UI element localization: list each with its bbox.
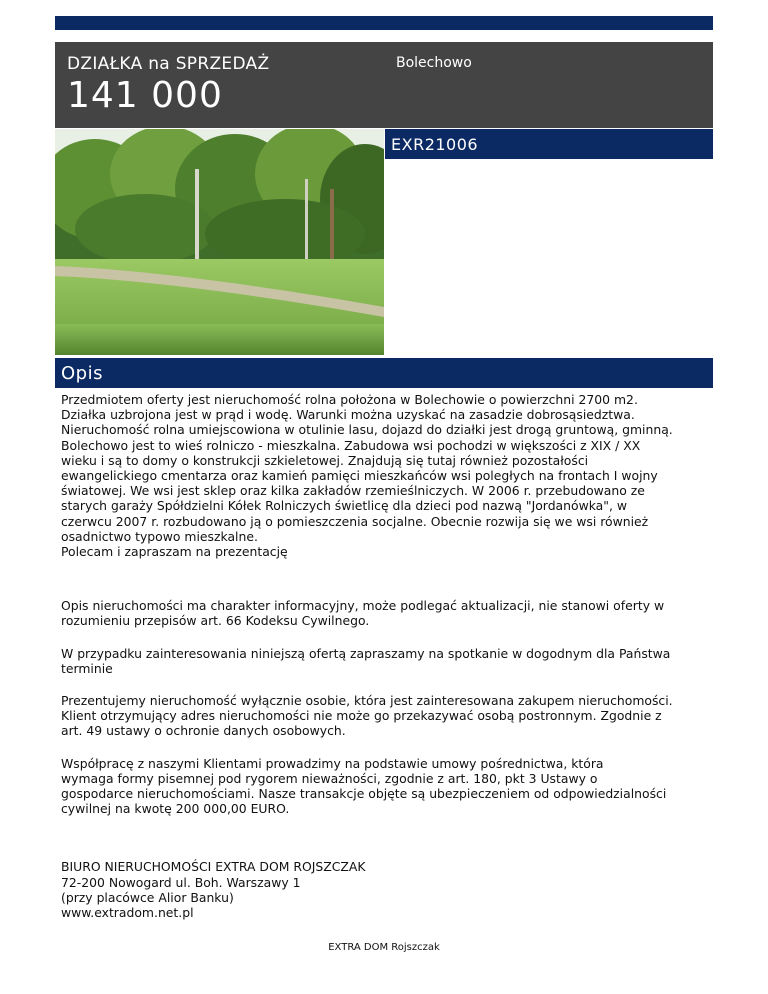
page-footer: EXTRA DOM Rojszczak	[328, 942, 440, 953]
agency-website: www.extradom.net.pl	[61, 905, 194, 921]
description-section-bar	[55, 358, 713, 388]
listing-location: Bolechowo	[396, 55, 472, 71]
reference-bar	[385, 129, 713, 159]
reference-id: EXR21006	[391, 135, 479, 154]
disclaimer-info: Opis nieruchomości ma charakter informacyjny, może podlegać aktualizacji, nie stanowi oferty w rozumieniu przepisów art. 66 Kodeksu Cywilnego.	[61, 598, 665, 629]
description-text: Przedmiotem oferty jest nieruchomość rolna położona w Bolechowie o powierzchni 2700 m2. Działka uzbrojona jest w prąd i wodę. Warunki można uzyskać na zasadzie dobrosąsiedztwa. Nieruchomość rolna umiejscowiona w otulinie lasu, dojazd do działki jest drogą gruntową, gminną. Bolechowo jest to wieś rolniczo - mieszkalna. Zabudowa wsi pochodzi w większości z XIX / XX wieku i są to domy o konstrukcji szkieletowej. Znajdują się tutaj również pozostałości ewangelickiego cmentarza oraz kamień pamięci mieszkańców wsi poległych na frontach I wojny światowej. We wsi jest sklep oraz kilka zakładów rzemieślniczych. W 2006 r. przebudowano ze starych garaży Spółdzielni Kółek Rolniczych świetlicę dla dzieci pod nazwą "Jordanówka", w czerwcu 2007 r. rozbudowano ją o pomieszczenia socjalne. Obecnie rozwija się we wsi również osadnictwo typowo mieszkalne. Polecam i zapraszam na prezentację	[61, 392, 673, 560]
property-photo	[55, 129, 384, 355]
agency-address: 72-200 Nowogard ul. Boh. Warszawy 1	[61, 874, 301, 890]
agency-block	[61, 859, 711, 920]
disclaimer-contract: Współpracę z naszymi Klientami prowadzimy na podstawie umowy pośrednictwa, która wymaga formy pisemnej pod rygorem nieważności, zgodnie z art. 180, pkt 3 Ustawy o gospodarce nieruchomościami. Nasze transakcje objęte są ubezpieczeniem od odpowiedzialności cywilnej na kwotę 200 000,00 EURO.	[61, 755, 667, 817]
listing-type: DZIAŁKA na SPRZEDAŻ	[67, 54, 270, 74]
disclaimer-privacy: Prezentujemy nieruchomość wyłącznie osobie, która jest zainteresowana zakupem nieruchomości. Klient otrzymujący adres nieruchomości nie może go przekazywać osobą postronnym. Zgodnie z art. 49 ustawy o ochronie danych osobowych.	[61, 693, 673, 739]
top-accent-bar	[55, 16, 713, 30]
disclaimer-meeting: W przypadku zainteresowania niniejszą ofertą zapraszamy na spotkanie w dogodnym dla Państwa terminie	[61, 645, 671, 676]
description-heading: Opis	[61, 363, 103, 384]
listing-price: 141 000	[67, 75, 223, 116]
content-area	[61, 392, 711, 920]
listing-header	[55, 42, 713, 128]
agency-name: BIURO NIERUCHOMOŚCI EXTRA DOM ROJSZCZAK	[61, 859, 366, 875]
agency-note: (przy placówce Alior Banku)	[61, 889, 234, 905]
